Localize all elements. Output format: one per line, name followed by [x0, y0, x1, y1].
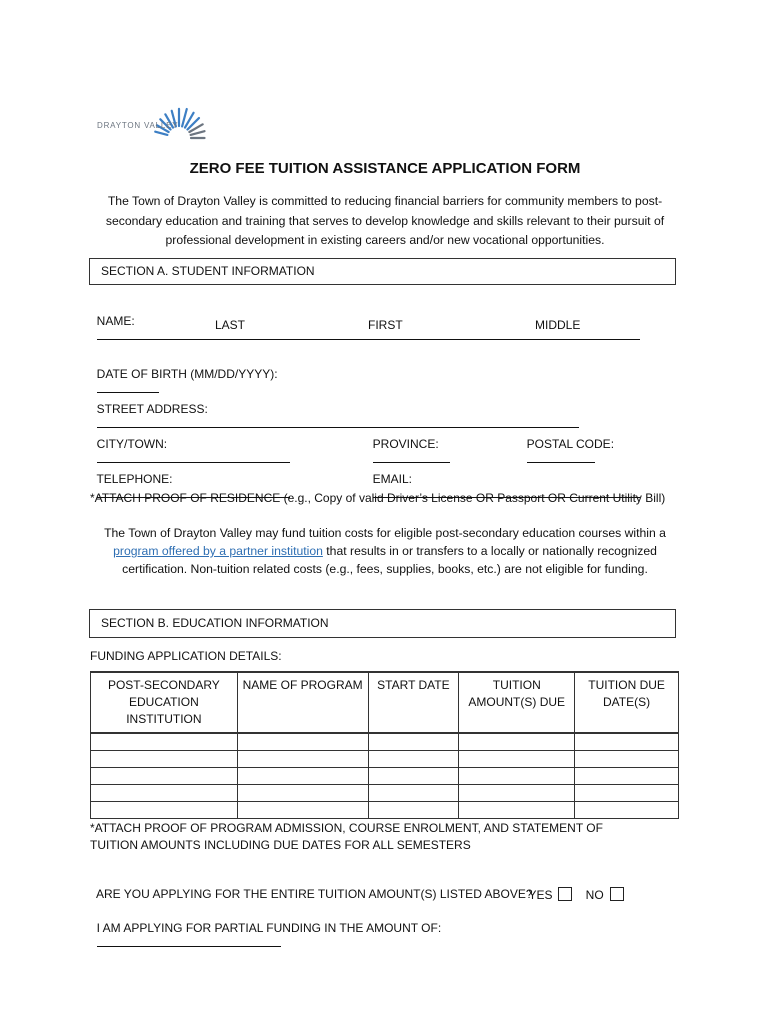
table-cell[interactable] — [91, 768, 238, 785]
table-row — [91, 768, 679, 785]
province-label: PROVINCE: — [372, 437, 439, 451]
yes-option — [522, 873, 572, 902]
name-label: NAME: — [96, 314, 135, 328]
name-last-label: LAST — [215, 318, 246, 332]
entire-amount-question: ARE YOU APPLYING FOR THE ENTIRE TUITION AMOUNT(S) LISTED ABOVE? — [96, 887, 533, 901]
table-cell[interactable] — [575, 751, 679, 768]
partial-funding-field[interactable] — [97, 935, 281, 947]
table-cell[interactable] — [237, 802, 368, 819]
sunburst-logo-icon — [96, 100, 206, 140]
table-cell[interactable] — [459, 768, 575, 785]
admission-note: *ATTACH PROOF OF PROGRAM ADMISSION, COURSE ENROLMENT, AND STATEMENT OF TUITION AMOUNTS INCLUDING DUE DATES FOR ALL SEMESTERS — [90, 821, 603, 852]
no-option — [579, 873, 624, 902]
yes-checkbox[interactable] — [558, 887, 572, 901]
table-cell[interactable] — [237, 733, 368, 751]
table-cell[interactable] — [575, 733, 679, 751]
partial-funding-row — [90, 907, 441, 950]
logo-ray — [155, 132, 167, 135]
section-a-heading: SECTION A. STUDENT INFORMATION — [89, 258, 676, 285]
funding-table — [90, 671, 679, 819]
yes-label: YES — [528, 888, 553, 902]
column-header-institution: POST-SECONDARY EDUCATION INSTITUTION — [91, 672, 238, 733]
page-title: ZERO FEE TUITION ASSISTANCE APPLICATION FORM — [189, 160, 581, 177]
table-cell[interactable] — [368, 768, 459, 785]
table-cell[interactable] — [237, 751, 368, 768]
table-cell[interactable] — [237, 768, 368, 785]
city-label: CITY/TOWN: — [96, 437, 168, 451]
table-cell[interactable] — [459, 751, 575, 768]
table-cell[interactable] — [368, 751, 459, 768]
name-middle-label: MIDDLE — [535, 318, 581, 332]
funding-text-after: that results in or transfers to a locally or nationally recognized certification. Non-tuition related costs (e.g., fees, supplies, books, etc.) are not eligible for funding. — [122, 544, 657, 576]
intro-paragraph: The Town of Drayton Valley is committed to reducing financial barriers for community members to post-secondary education and training that serves to develop knowledge and skills relevant to their pursuit of professional development in existing careers and/or new vocational opportunities. — [105, 194, 665, 247]
table-cell[interactable] — [368, 802, 459, 819]
street-label: STREET ADDRESS: — [96, 402, 208, 416]
table-cell[interactable] — [91, 785, 238, 802]
drayton-valley-logo — [96, 100, 206, 140]
funding-paragraph — [88, 524, 682, 578]
table-cell[interactable] — [91, 733, 238, 751]
residence-note: *ATTACH PROOF OF RESIDENCE (e.g., Copy of valid Driver’s License OR Passport OR Current Utility Bill) — [90, 491, 666, 505]
logo-ray — [191, 131, 205, 135]
partner-institution-link[interactable]: program offered by a partner institution — [113, 544, 323, 558]
column-header-program: NAME OF PROGRAM — [237, 672, 368, 733]
table-row — [91, 751, 679, 768]
table-cell[interactable] — [459, 785, 575, 802]
table-cell[interactable] — [575, 768, 679, 785]
entire-amount-row — [90, 873, 533, 901]
email-label: EMAIL: — [372, 472, 413, 486]
table-cell[interactable] — [575, 785, 679, 802]
partial-funding-label: I AM APPLYING FOR PARTIAL FUNDING IN THE AMOUNT OF: — [96, 921, 442, 935]
column-header-due-date: TUITION DUE DATE(S) — [575, 672, 679, 733]
table-cell[interactable] — [91, 751, 238, 768]
table-cell[interactable] — [368, 785, 459, 802]
no-checkbox[interactable] — [610, 887, 624, 901]
name-first-label: FIRST — [368, 318, 403, 332]
table-cell[interactable] — [237, 785, 368, 802]
table-header-row — [91, 672, 679, 733]
logo-text: DRAYTON VALLEY — [97, 121, 179, 130]
column-header-start-date: START DATE — [368, 672, 459, 733]
section-b-heading: SECTION B. EDUCATION INFORMATION — [89, 609, 676, 638]
table-cell[interactable] — [91, 802, 238, 819]
table-row — [91, 802, 679, 819]
funding-text-before: The Town of Drayton Valley may fund tuition costs for eligible post-secondary education courses within a — [104, 526, 666, 540]
table-row — [91, 785, 679, 802]
table-cell[interactable] — [459, 733, 575, 751]
funding-details-label: FUNDING APPLICATION DETAILS: — [90, 649, 282, 663]
postal-label: POSTAL CODE: — [526, 437, 615, 451]
table-cell[interactable] — [575, 802, 679, 819]
table-cell[interactable] — [368, 733, 459, 751]
dob-label: DATE OF BIRTH (MM/DD/YYYY): — [96, 367, 278, 381]
table-cell[interactable] — [459, 802, 575, 819]
telephone-label: TELEPHONE: — [96, 472, 173, 486]
table-row — [91, 733, 679, 751]
no-label: NO — [585, 888, 604, 902]
column-header-tuition-amount: TUITION AMOUNT(S) DUE — [459, 672, 575, 733]
